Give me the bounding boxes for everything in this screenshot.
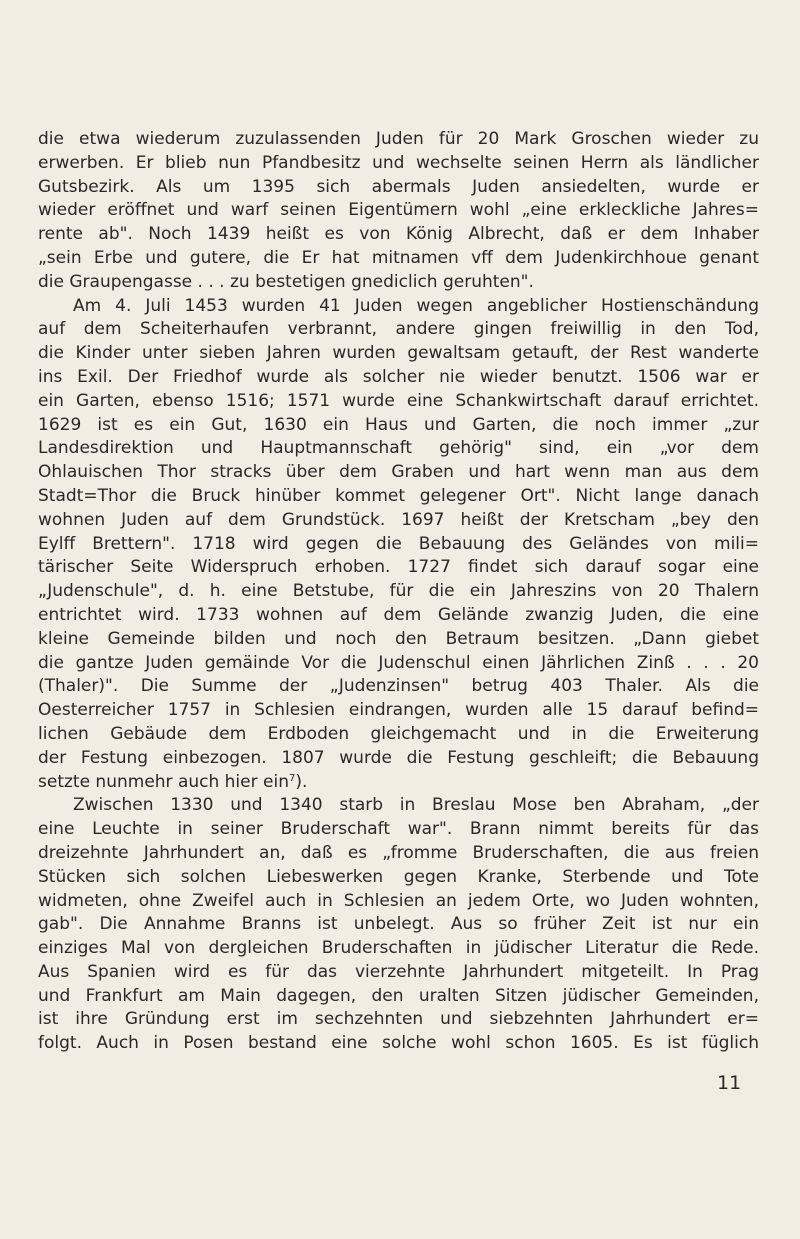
text-line: tärischer Seite Widerspruch erhoben. 1727 findet sich darauf sogar eine [38,557,759,578]
text-line: ist ihre Gründung erst im sechzehnten und siebzehnten Jahrhundert er= [38,1009,759,1030]
text-line: folgt. Auch in Posen bestand eine solche wohl schon 1605. Es ist füglich [38,1033,759,1054]
text-line: lichen Gebäude dem Erdboden gleichgemacht und in die Erweiterung [38,723,759,744]
text-line: „sein Erbe und gutere, die Er hat mitnamen vff dem Judenkirchhoue genant [38,247,759,268]
text-line: Landesdirektion und Hauptmannschaft gehörig" sind, ein „vor dem [38,438,759,459]
text-line-body: setzte nunmehr auch hier ein [38,771,289,792]
text-line: 1629 ist es ein Gut, 1630 ein Haus und Garten, die noch immer „zur [38,414,759,435]
text-line: Ohlauischen Thor stracks über dem Graben und hart wenn man aus dem [38,462,759,483]
text-line: Eylff Brettern". 1718 wird gegen die Bebauung des Geländes von mili= [38,533,759,554]
text-line: ins Exil. Der Friedhof wurde als solcher nie wieder benutzt. 1506 war er [38,366,759,387]
text-line: und Frankfurt am Main dagegen, den uralten Sitzen jüdischer Gemeinden, [38,985,759,1006]
text-line: kleine Gemeinde bilden und noch den Betraum besitzen. „Dann giebet [38,628,759,649]
text-line: wohnen Juden auf dem Grundstück. 1697 heißt der Kretscham „bey den [38,509,759,530]
text-line: erwerben. Er blieb nun Pfandbesitz und wechselte seinen Herrn als ländlicher [38,152,759,173]
text-line: eine Leuchte in seiner Bruderschaft war". Brann nimmt bereits für das [38,819,759,840]
footnote-marker: 7 [288,772,296,784]
page-number: 11 [717,1072,742,1094]
text-line: gab". Die Annahme Branns ist unbelegt. Aus so früher Zeit ist nur ein [38,914,759,935]
text-line: die Graupengasse . . . zu bestetigen gnediclich geruhten". [38,271,534,292]
text-line: wieder eröffnet und warf seinen Eigentümern wohl „eine erkleckliche Jahres= [38,200,759,221]
text-line: auf dem Scheiterhaufen verbrannt, andere gingen freiwillig in den Tod, [38,319,759,340]
text-line: der Festung einbezogen. 1807 wurde die Festung geschleift; die Bebauung [38,747,759,768]
body-text [38,128,759,1056]
text-line: rente ab". Noch 1439 heißt es von König Albrecht, daß er dem Inhaber [38,224,759,245]
text-line: Oesterreicher 1757 in Schlesien eindrangen, wurden alle 15 darauf befind= [38,700,759,721]
text-line: die Kinder unter sieben Jahren wurden gewaltsam getauft, der Rest wanderte [38,343,759,364]
text-line: widmeten, ohne Zweifel auch in Schlesien an jedem Orte, wo Juden wohnten, [38,890,759,911]
text-line: Am 4. Juli 1453 wurden 41 Juden wegen angeblicher Hostienschändung [73,295,759,316]
text-line: Stadt=Thor die Bruck hinüber kommet gelegener Ort". Nicht lange danach [38,485,759,506]
text-line [38,771,759,795]
text-line: die gantze Juden gemäinde Vor die Judenschul einen Jährlichen Zinß . . . 20 [38,652,759,673]
text-line: Gutsbezirk. Als um 1395 sich abermals Juden ansiedelten, wurde er [38,176,759,197]
text-line: ein Garten, ebenso 1516; 1571 wurde eine Schankwirtschaft darauf errichtet. [38,390,759,411]
text-line: (Thaler)". Die Summe der „Judenzinsen" betrug 403 Thaler. Als die [38,676,759,697]
text-line: dreizehnte Jahrhundert an, daß es „fromme Bruderschaften, die aus freien [38,842,759,863]
text-line-tail: ). [295,771,308,792]
text-line: Aus Spanien wird es für das vierzehnte Jahrhundert mitgeteilt. In Prag [38,961,759,982]
text-line: entrichtet wird. 1733 wohnen auf dem Gelände zwanzig Juden, die eine [38,604,759,625]
text-line: „Judenschule", d. h. eine Betstube, für die ein Jahreszins von 20 Thalern [38,581,759,602]
text-line: die etwa wiederum zuzulassenden Juden für 20 Mark Groschen wieder zu [38,129,759,149]
text-line: Stücken sich solchen Liebeswerken gegen Kranke, Sterbende und Tote [38,866,759,887]
text-line: einziges Mal von dergleichen Bruderschaften in jüdischer Literatur die Rede. [38,938,759,959]
text-line: Zwischen 1330 und 1340 starb in Breslau Mose ben Abraham, „der [73,795,759,816]
